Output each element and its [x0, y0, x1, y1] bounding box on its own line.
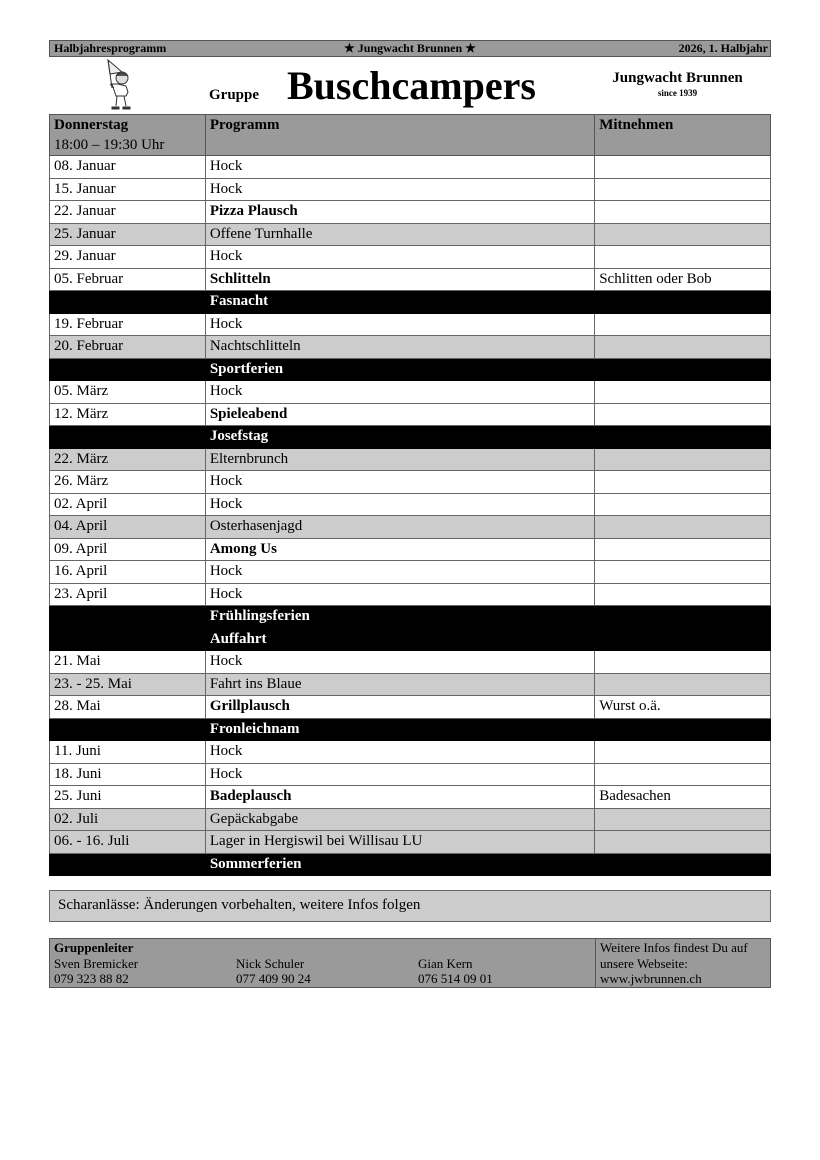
date-cell: 21. Mai	[50, 651, 206, 674]
date-cell: 15. Januar	[50, 178, 206, 201]
date-cell	[50, 358, 206, 381]
date-cell: 18. Juni	[50, 763, 206, 786]
program-cell: Hock	[205, 381, 594, 404]
bring-cell	[595, 718, 771, 741]
program-cell: Hock	[205, 313, 594, 336]
date-cell	[50, 291, 206, 314]
column-header-bring: Mitnehmen	[595, 115, 771, 156]
table-row	[50, 651, 771, 674]
bring-cell	[595, 403, 771, 426]
jungwacht-boy-with-flag-icon	[100, 58, 140, 112]
date-cell: 19. Februar	[50, 313, 206, 336]
program-cell: Hock	[205, 471, 594, 494]
leader-name: Sven Bremicker	[54, 955, 139, 971]
date-cell: 25. Januar	[50, 223, 206, 246]
program-cell: Grillplausch	[205, 696, 594, 719]
date-cell: 12. März	[50, 403, 206, 426]
holiday-row	[50, 606, 771, 629]
bring-cell	[595, 763, 771, 786]
bring-cell: Wurst o.ä.	[595, 696, 771, 719]
time-range: 18:00 – 19:30 Uhr	[54, 137, 165, 153]
program-cell: Hock	[205, 763, 594, 786]
table-row	[50, 381, 771, 404]
date-cell: 04. April	[50, 516, 206, 539]
table-row	[50, 583, 771, 606]
table-row	[50, 471, 771, 494]
bring-cell	[595, 358, 771, 381]
bring-cell	[595, 741, 771, 764]
group-name-title: Buschcampers	[287, 63, 536, 108]
group-label: Gruppe	[209, 87, 260, 103]
table-row	[50, 268, 771, 291]
founding-year: since 1939	[657, 88, 698, 98]
holiday-row	[50, 853, 771, 876]
date-cell	[50, 718, 206, 741]
notice-box: Scharanlässe: Änderungen vorbehalten, weitere Infos folgen	[49, 890, 771, 922]
date-cell	[50, 606, 206, 629]
leader-phone: 076 514 09 01	[418, 971, 493, 986]
program-cell: Hock	[205, 178, 594, 201]
top-bar	[49, 40, 771, 57]
website-info: Weitere Infos findest Du auf unsere Webseite: www.jwbrunnen.ch	[595, 939, 748, 987]
program-cell: Sommerferien	[205, 853, 594, 876]
date-cell: 26. März	[50, 471, 206, 494]
bring-cell	[595, 493, 771, 516]
program-cell: Frühlingsferien	[205, 606, 594, 629]
leaders-title: Gruppenleiter	[54, 940, 134, 955]
semester-label: 2026, 1. Halbjahr	[678, 41, 768, 55]
bring-cell	[595, 561, 771, 584]
website-link[interactable]: www.jwbrunnen.ch	[600, 971, 702, 986]
bring-cell: Schlitten oder Bob	[595, 268, 771, 291]
leader-column-1	[54, 940, 138, 987]
program-cell: Gepäckabgabe	[205, 808, 594, 831]
program-cell: Lager in Hergiswil bei Willisau LU	[205, 831, 594, 854]
bring-cell	[595, 223, 771, 246]
bring-cell	[595, 201, 771, 224]
date-cell: 20. Februar	[50, 336, 206, 359]
date-cell: 11. Juni	[50, 741, 206, 764]
organization-block	[600, 70, 755, 99]
bring-cell	[595, 628, 771, 651]
bring-cell	[595, 448, 771, 471]
date-cell: 09. April	[50, 538, 206, 561]
bring-cell	[595, 538, 771, 561]
bring-cell	[595, 291, 771, 314]
date-cell: 16. April	[50, 561, 206, 584]
date-cell: 02. Juli	[50, 808, 206, 831]
date-cell: 08. Januar	[50, 156, 206, 179]
program-cell: Pizza Plausch	[205, 201, 594, 224]
bring-cell	[595, 853, 771, 876]
holiday-row	[50, 426, 771, 449]
table-row	[50, 786, 771, 809]
date-cell: 22. März	[50, 448, 206, 471]
program-cell: Sportferien	[205, 358, 594, 381]
holiday-row	[50, 291, 771, 314]
leader-name: Nick Schuler	[236, 955, 305, 971]
program-cell: Fahrt ins Blaue	[205, 673, 594, 696]
bring-cell	[595, 831, 771, 854]
date-cell	[50, 628, 206, 651]
bring-cell	[595, 583, 771, 606]
bring-cell	[595, 313, 771, 336]
bring-cell	[595, 673, 771, 696]
table-row	[50, 336, 771, 359]
bring-cell	[595, 178, 771, 201]
bring-cell	[595, 426, 771, 449]
program-cell: Auffahrt	[205, 628, 594, 651]
date-cell: 05. März	[50, 381, 206, 404]
document-type: Halbjahresprogramm	[54, 41, 167, 55]
program-cell: Badeplausch	[205, 786, 594, 809]
table-row	[50, 403, 771, 426]
date-cell: 06. - 16. Juli	[50, 831, 206, 854]
column-header-date: Donnerstag 18:00 – 19:30 Uhr	[50, 115, 206, 156]
table-row	[50, 448, 771, 471]
date-cell: 05. Februar	[50, 268, 206, 291]
date-cell	[50, 426, 206, 449]
holiday-row	[50, 628, 771, 651]
bring-cell	[595, 808, 771, 831]
program-cell: Hock	[205, 246, 594, 269]
program-cell: Osterhasenjagd	[205, 516, 594, 539]
date-cell: 29. Januar	[50, 246, 206, 269]
table-header-row	[50, 115, 771, 156]
bring-cell	[595, 471, 771, 494]
table-row	[50, 493, 771, 516]
bring-cell: Badesachen	[595, 786, 771, 809]
date-cell: 23. - 25. Mai	[50, 673, 206, 696]
table-row	[50, 516, 771, 539]
group-leaders-box	[49, 938, 771, 988]
program-table	[49, 114, 771, 876]
table-row	[50, 223, 771, 246]
table-row	[50, 538, 771, 561]
table-row	[50, 831, 771, 854]
program-cell: Fronleichnam	[205, 718, 594, 741]
program-cell: Offene Turnhalle	[205, 223, 594, 246]
program-cell: Hock	[205, 561, 594, 584]
program-cell: Hock	[205, 651, 594, 674]
program-cell: Schlitteln	[205, 268, 594, 291]
date-cell: 22. Januar	[50, 201, 206, 224]
table-row	[50, 313, 771, 336]
table-row	[50, 561, 771, 584]
bring-cell	[595, 606, 771, 629]
table-row	[50, 201, 771, 224]
program-cell: Nachtschlitteln	[205, 336, 594, 359]
program-cell: Hock	[205, 156, 594, 179]
program-cell: Hock	[205, 583, 594, 606]
bring-cell	[595, 516, 771, 539]
date-cell: 23. April	[50, 583, 206, 606]
bring-cell	[595, 156, 771, 179]
organization-banner: ★ Jungwacht Brunnen ★	[344, 41, 476, 55]
table-row	[50, 808, 771, 831]
date-cell: 25. Juni	[50, 786, 206, 809]
leader-name: Gian Kern	[418, 955, 473, 971]
holiday-row	[50, 358, 771, 381]
holiday-row	[50, 718, 771, 741]
leader-phone: 079 323 88 82	[54, 971, 129, 986]
program-cell: Among Us	[205, 538, 594, 561]
bring-cell	[595, 651, 771, 674]
organization-name: Jungwacht Brunnen	[612, 70, 743, 86]
column-header-program: Programm	[205, 115, 594, 156]
program-cell: Hock	[205, 741, 594, 764]
date-cell	[50, 853, 206, 876]
date-cell: 02. April	[50, 493, 206, 516]
leader-phone: 077 409 90 24	[236, 971, 311, 986]
leader-column-3	[418, 940, 493, 987]
bring-cell	[595, 336, 771, 359]
table-row	[50, 156, 771, 179]
table-row	[50, 763, 771, 786]
leader-column-2	[236, 940, 311, 987]
program-cell: Elternbrunch	[205, 448, 594, 471]
program-cell: Spieleabend	[205, 403, 594, 426]
bring-cell	[595, 246, 771, 269]
program-rows	[50, 156, 771, 876]
table-row	[50, 741, 771, 764]
bring-cell	[595, 381, 771, 404]
program-cell: Josefstag	[205, 426, 594, 449]
table-row	[50, 673, 771, 696]
program-cell: Fasnacht	[205, 291, 594, 314]
table-row	[50, 696, 771, 719]
table-row	[50, 246, 771, 269]
table-row	[50, 178, 771, 201]
program-cell: Hock	[205, 493, 594, 516]
date-cell: 28. Mai	[50, 696, 206, 719]
